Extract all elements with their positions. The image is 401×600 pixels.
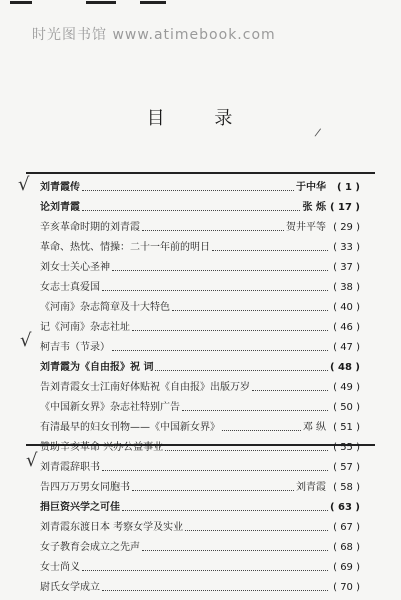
toc-entry — [40, 174, 360, 194]
toc-entry-page: ( 69 ) — [333, 562, 360, 573]
dot-leader — [102, 470, 328, 471]
toc-entry-title: 记《河南》杂志社址 — [40, 322, 130, 333]
dot-leader — [102, 590, 328, 591]
dot-leader — [172, 310, 328, 311]
toc-entry-page: ( 17 ) — [329, 202, 360, 213]
toc-entry — [40, 254, 360, 274]
toc-entry-title: 有清最早的妇女刊物——《中国新女界》 — [40, 422, 220, 433]
pen-checkmark: √ — [20, 330, 32, 351]
toc-entry-page: ( 68 ) — [333, 542, 360, 553]
toc-entry-page: ( 40 ) — [333, 302, 360, 313]
dot-leader — [222, 430, 301, 431]
toc-entry-page: ( 33 ) — [333, 242, 360, 253]
toc-entry-page: ( 38 ) — [333, 282, 360, 293]
toc-entry-title: 女子教育会成立之先声 — [40, 542, 140, 553]
toc-entry — [40, 214, 360, 234]
toc-entry-title: 捐巨资兴学之可佳 — [40, 502, 120, 513]
toc-entry-page: ( 50 ) — [333, 402, 360, 413]
toc-entry — [40, 474, 360, 494]
dot-leader — [132, 330, 328, 331]
toc-entry-page: ( 1 ) — [336, 182, 360, 193]
toc-entry-title: 赞助辛亥革命 兴办公益事业 — [40, 442, 164, 453]
dot-leader — [82, 190, 294, 191]
toc-entry-title: 革命、热忱、情操：二十一年前的明日 — [40, 242, 210, 253]
dot-leader — [185, 530, 328, 531]
dot-leader — [165, 450, 328, 451]
dot-leader — [182, 410, 328, 411]
toc-entry-page: ( 55 ) — [333, 442, 360, 453]
toc-entry-page: ( 58 ) — [333, 482, 360, 493]
toc-entry-title: 论刘青霞 — [40, 202, 80, 213]
dot-leader — [212, 250, 328, 251]
dot-leader — [82, 570, 328, 571]
toc-entry-title: 刘青霞辞职书 — [40, 462, 100, 473]
toc-entry-title: 辛亥革命时期的刘青霞 — [40, 222, 140, 233]
toc-entry — [40, 514, 360, 534]
toc-entry-page: ( 48 ) — [329, 362, 360, 373]
toc-entry-title: 告刘青霞女士江南好体贴祝《自由报》出版万岁 — [40, 382, 250, 393]
toc-entry — [40, 394, 360, 414]
toc-entry-page: ( 57 ) — [333, 462, 360, 473]
toc-entry — [40, 374, 360, 394]
toc-entry — [40, 414, 360, 434]
toc-entry-author: 张 烁 — [302, 202, 326, 213]
pen-checkmark: √ — [26, 450, 38, 471]
toc-entry-page: ( 49 ) — [333, 382, 360, 393]
dot-leader — [112, 270, 328, 271]
toc-entry-page: ( 46 ) — [333, 322, 360, 333]
toc-entry — [40, 314, 360, 334]
toc-entry-title: 《中国新女界》杂志社特别广告 — [40, 402, 180, 413]
toc-entry — [40, 234, 360, 254]
toc-entry-author: 于中华 — [296, 182, 326, 193]
toc-entry-page: ( 67 ) — [333, 522, 360, 533]
toc-entry — [40, 534, 360, 554]
scan-top-marks — [0, 0, 401, 8]
toc-entry-title: 刘青霞传 — [40, 182, 80, 193]
pen-checkmark: √ — [18, 174, 30, 195]
toc-entry-title: 刘女士关心圣神 — [40, 262, 110, 273]
dot-leader — [252, 390, 328, 391]
toc-entry-page: ( 51 ) — [333, 422, 360, 433]
toc-entry — [40, 494, 360, 514]
toc-entry — [40, 334, 360, 354]
dot-leader — [155, 370, 327, 371]
dot-leader — [102, 290, 328, 291]
pen-mark: / — [313, 125, 322, 140]
toc-entry-page: ( 63 ) — [329, 502, 360, 513]
toc-entry-title: 女士尚义 — [40, 562, 80, 573]
toc-entry — [40, 554, 360, 574]
dot-leader — [142, 230, 284, 231]
toc-entry-author: 贺井平等 — [286, 222, 326, 233]
toc-entry-title: 女志士真爱国 — [40, 282, 100, 293]
toc-entry-title: 刘青霞为《自由报》祝 词 — [40, 362, 154, 373]
dot-leader — [82, 210, 300, 211]
dot-leader — [142, 550, 328, 551]
toc-entry — [40, 574, 360, 594]
toc-entry — [40, 354, 360, 374]
toc-entry-page: ( 29 ) — [333, 222, 360, 233]
dot-leader — [112, 350, 328, 351]
toc-entry-title: 《河南》杂志简章及十大特色 — [40, 302, 170, 313]
toc-entry-title: 刘青霞东渡日本 考察女学及实业 — [40, 522, 184, 533]
toc-entry-page: ( 37 ) — [333, 262, 360, 273]
toc-entry-author: 邓 纵 — [302, 422, 326, 433]
dot-leader — [132, 490, 294, 491]
dot-leader — [122, 510, 328, 511]
toc-entry — [40, 274, 360, 294]
toc-entry — [40, 434, 360, 454]
toc-entry-title: 告四万万男女同胞书 — [40, 482, 130, 493]
toc-entry — [40, 194, 360, 214]
toc-entry-title: 柯吉韦（节录） — [40, 342, 110, 353]
toc-entry-title: 尉氏女学成立 — [40, 582, 100, 593]
toc-entry — [40, 294, 360, 314]
toc-entry-author: 刘青霞 — [296, 482, 326, 493]
page-title: 目 录 — [146, 108, 255, 129]
watermark: 时光图书馆 www.atimebook.com — [32, 27, 276, 43]
toc-entry — [40, 454, 360, 474]
toc-entry-page: ( 47 ) — [333, 342, 360, 353]
toc-entry-page: ( 70 ) — [333, 582, 360, 593]
